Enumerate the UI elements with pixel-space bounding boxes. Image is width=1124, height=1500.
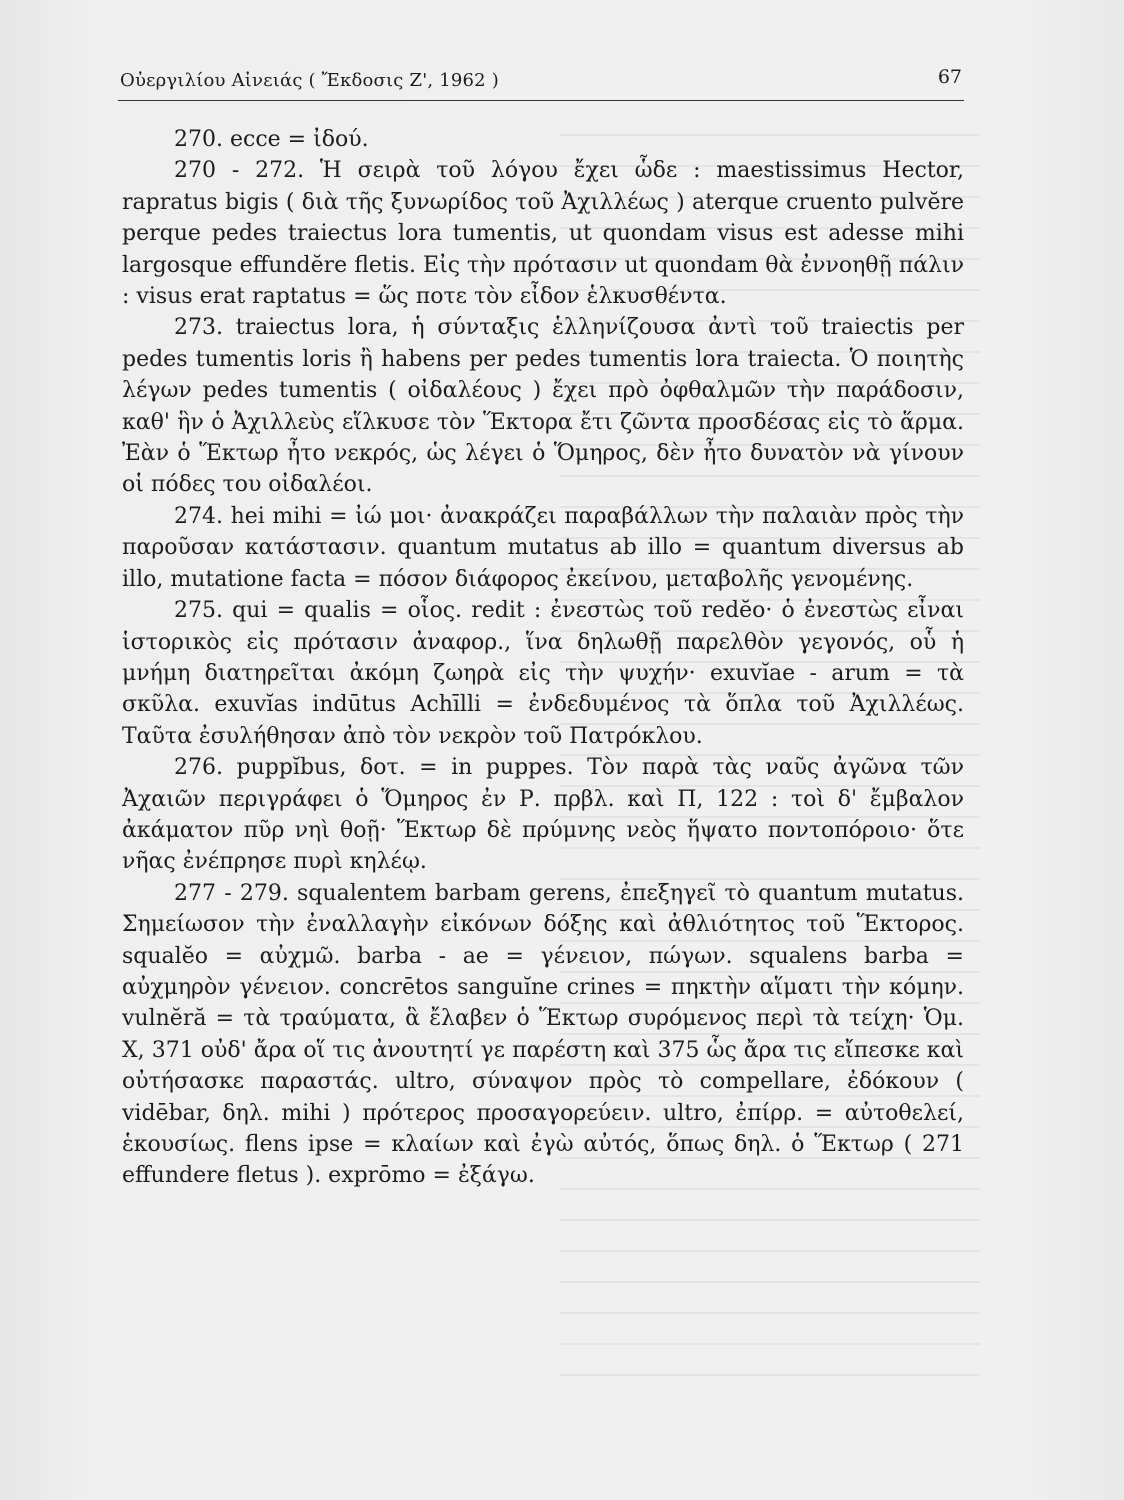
note-273: 273. traiectus lora, ἡ σύνταξις ἑλληνίζουσα ἀντὶ τοῦ traiectis per pedes tumentis loris ἢ habens per pedes tumentis lora traiecta. Ὁ ποιητὴς λέγων pedes tumentis ( οἰδαλέους ) ἔχει πρὸ ὀφθαλμῶν τὴν παράδοσιν, καθ' ἣν ὁ Ἀχιλλεὺς εἵλκυσε τὸν Ἕκτορα ἔτι ζῶντα προσδέσας εἰς τὸ ἅρμα. Ἐὰν ὁ Ἕκτωρ ἦτο νεκρός, ὡς λέγει ὁ Ὅμηρος, δὲν ἦτο δυνατὸν νὰ γίνουν οἱ πόδες του οἰδαλέοι. — [122, 315, 964, 498]
note-270: 270. ecce = ἰδού. — [174, 127, 369, 152]
note-270-272: 270 - 272. Ἡ σειρὰ τοῦ λόγου ἔχει ὧδε : maestissimus Hector, rapratus bigis ( διὰ τῆς ξυνωρίδος τοῦ Ἀχιλλέως ) aterque cruento pulvĕre perque pedes traiectus lora tumentis, ut quondam visus est adesse mihi largosque effundĕre fletis. Εἰς τὴν πρότασιν ut quondam θὰ ἐννοηθῇ πάλιν : visus erat raptatus = ὥς ποτε τὸν εἶδον ἑλκυσθέντα. — [122, 158, 964, 310]
header-title: Οὐεργιλίου Αἰνειάς ( Ἔκδοσις Ζ', 1962 ) — [120, 70, 499, 91]
commentary-body — [122, 124, 964, 1192]
note-274: 274. hei mihi = ἰώ μοι· ἀνακράζει παραβάλλων τὴν παλαιὰν πρὸς τὴν παροῦσαν κατάστασιν. quantum mutatus ab illo = quantum diversus ab illo, mutatione facta = πόσον διάφορος ἐκείνου, μεταβολῆς γενομένης. — [122, 503, 964, 592]
note-275: 275. qui = qualis = οἷος. redit : ἐνεστὼς τοῦ redĕo· ὁ ἐνεστὼς εἶναι ἱστορικὸς εἰς πρότασιν ἀναφορ., ἵνα δηλωθῇ παρελθὸν γεγονός, οὗ ἡ μνήμη διατηρεῖται ἀκόμη ζωηρὰ εἰς τὴν ψυχήν· exuvĭae - arum = τὰ σκῦλα. exuvĭas indūtus Achīlli = ἐνδεδυμένος τὰ ὅπλα τοῦ Ἀχιλλέως. Ταῦτα ἐσυλήθησαν ἀπὸ τὸν νεκρὸν τοῦ Πατρόκλου. — [122, 598, 964, 749]
note-277-279: 277 - 279. squalentem barbam gerens, ἐπεξηγεῖ τὸ quantum mutatus. Σημείωσον τὴν ἐναλλαγὴν εἰκόνων δόξης καὶ ἀθλιότητος τοῦ Ἕκτορος. squalĕo = αὐχμῶ. barba - ae = γένειον, πώγων. squalens barba = αὐχμηρὸν γένειον. concrētos sanguĭne crines = πηκτὴν αἵματι τὴν κόμην. vulnĕră = τὰ τραύματα, ἃ ἔλαβεν ὁ Ἕκτωρ συρόμενος περὶ τὰ τείχη· Ὁμ. Χ, 371 οὐδ' ἄρα οἵ τις ἀνουτητί γε παρέστη καὶ 375 ὧς ἄρα τις εἴπεσκε καὶ οὐτήσασκε παραστάς. ultro, σύναψον πρὸς τὸ compellare, ἐδόκουν ( vidēbar, δηλ. mihi ) πρότερος προσαγορεύειν. ultro, ἐπίρρ. = αὐτοθελεί, ἑκουσίως. flens ipse = κλαίων καὶ ἐγὼ αὐτός, ὅπως δηλ. ὁ Ἕκτωρ ( 271 effundere fletus ). exprōmo = ἐξάγω. — [122, 880, 964, 1189]
note-276: 276. puppĭbus, δοτ. = in puppes. Τὸν παρὰ τὰς ναῦς ἀγῶνα τῶν Ἀχαιῶν περιγράφει ὁ Ὅμηρος ἐν Ρ. πρβλ. καὶ Π, 122 : τοὶ δ' ἔμβαλον ἀκάματον πῦρ νηὶ θοῇ· Ἕκτωρ δὲ πρύμνης νεὸς ἥψατο ποντοπόροιο· ὅτε νῆας ἐνέπρησε πυρὶ κηλέῳ. — [122, 755, 964, 875]
running-header — [118, 64, 964, 101]
page-number: 67 — [937, 66, 962, 88]
